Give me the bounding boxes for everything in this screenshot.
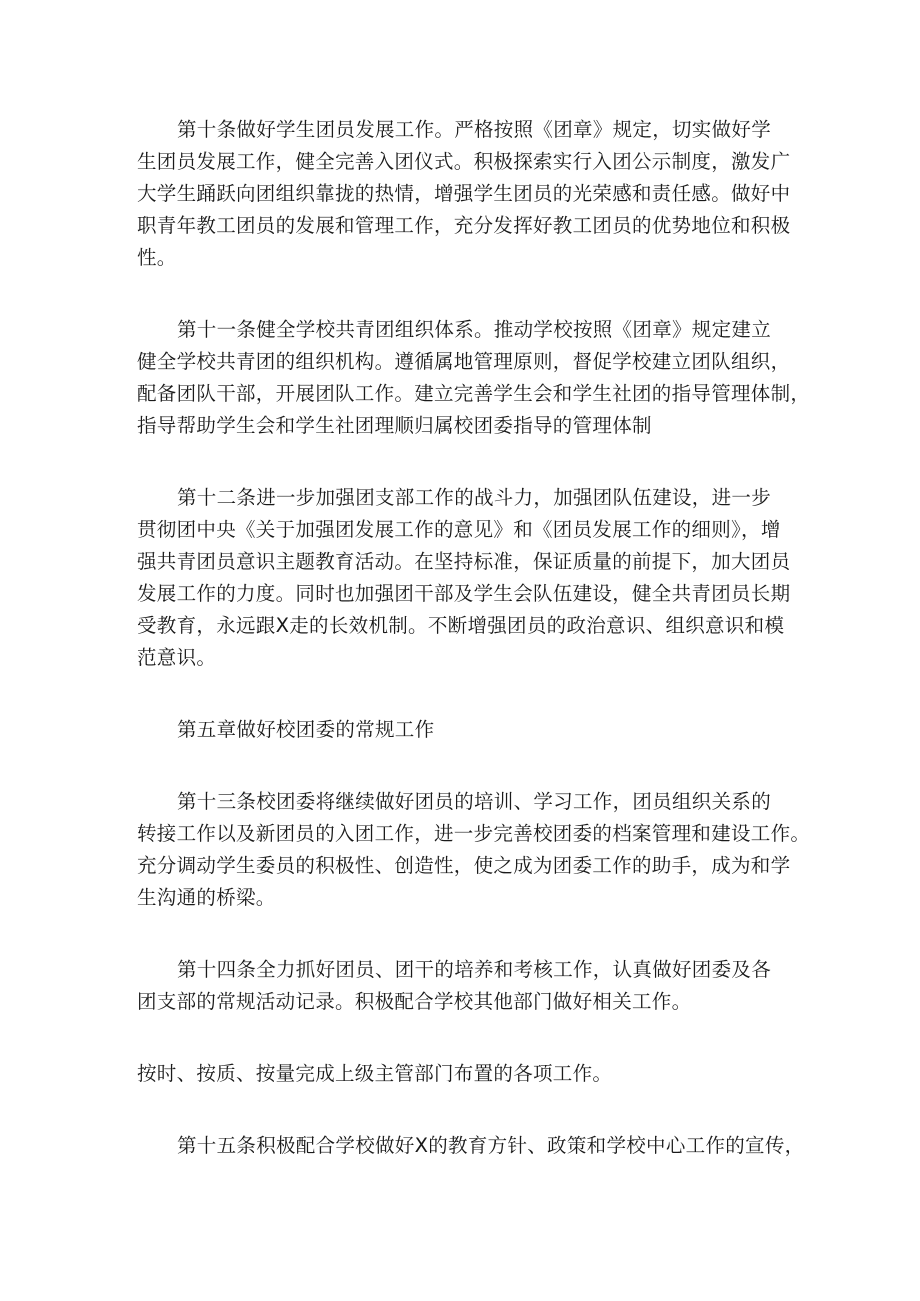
article-15-line-1: 第十五条积极配合学校做好X的教育方针、政策和学校中心工作的宣传， [177, 1134, 805, 1157]
article-12-line-3: 强共青团员意识主题教育活动。在坚持标准，保证质量的前提下，加大团员 [137, 550, 791, 573]
article-13-line-1: 第十三条校团委将继续做好团员的培训、学习工作，团员组织关系的 [177, 790, 772, 813]
article-11-line-1: 第十一条健全学校共青团组织体系。推动学校按照《团章》规定建立 [177, 318, 772, 341]
article-10-line-3: 大学生踊跃向团组织靠拢的热情，增强学生团员的光荣感和责任感。做好中 [137, 182, 791, 205]
article-10-line-1: 第十条做好学生团员发展工作。严格按照《团章》规定，切实做好学 [177, 118, 772, 141]
article-10-line-5: 性。 [137, 246, 177, 269]
chapter-5-heading: 第五章做好校团委的常规工作 [177, 718, 435, 741]
article-12-line-6: 范意识。 [137, 646, 217, 669]
article-11-line-4: 指导帮助学生会和学生社团理顺归属校团委指导的管理体制 [137, 414, 652, 437]
article-12-line-5: 受教育，永远跟X走的长效机制。不断增强团员的政治意识、组织意识和模 [137, 614, 785, 637]
article-12-line-2: 贯彻团中央《关于加强团发展工作的意见》和《团员发展工作的细则》，增 [137, 518, 781, 541]
article-11-line-3: 配备团队干部，开展团队工作。建立完善学生会和学生社团的指导管理体制， [137, 382, 811, 405]
article-14-line-1: 第十四条全力抓好团员、团干的培养和考核工作，认真做好团委及各 [177, 958, 772, 981]
article-13-line-4: 生沟通的桥梁。 [137, 886, 276, 909]
task-line: 按时、按质、按量完成上级主管部门布置的各项工作。 [137, 1062, 613, 1085]
article-10-line-4: 职青年教工团员的发展和管理工作，充分发挥好教工团员的优势地位和积极 [137, 214, 791, 237]
article-12-line-4: 发展工作的力度。同时也加强团干部及学生会队伍建设，健全共青团员长期 [137, 582, 791, 605]
article-10-line-2: 生团员发展工作，健全完善入团仪式。积极探索实行入团公示制度，激发广 [137, 150, 791, 173]
article-13-line-3: 充分调动学生委员的积极性、创造性，使之成为团委工作的助手，成为和学 [137, 854, 791, 877]
article-14-line-2: 团支部的常规活动记录。积极配合学校其他部门做好相关工作。 [137, 990, 692, 1013]
article-12-line-1: 第十二条进一步加强团支部工作的战斗力，加强团队伍建设，进一步 [177, 486, 772, 509]
article-11-line-2: 健全学校共青团的组织机构。遵循属地管理原则，督促学校建立团队组织， [137, 350, 791, 373]
article-13-line-2: 转接工作以及新团员的入团工作，进一步完善校团委的档案管理和建设工作。 [137, 822, 811, 845]
